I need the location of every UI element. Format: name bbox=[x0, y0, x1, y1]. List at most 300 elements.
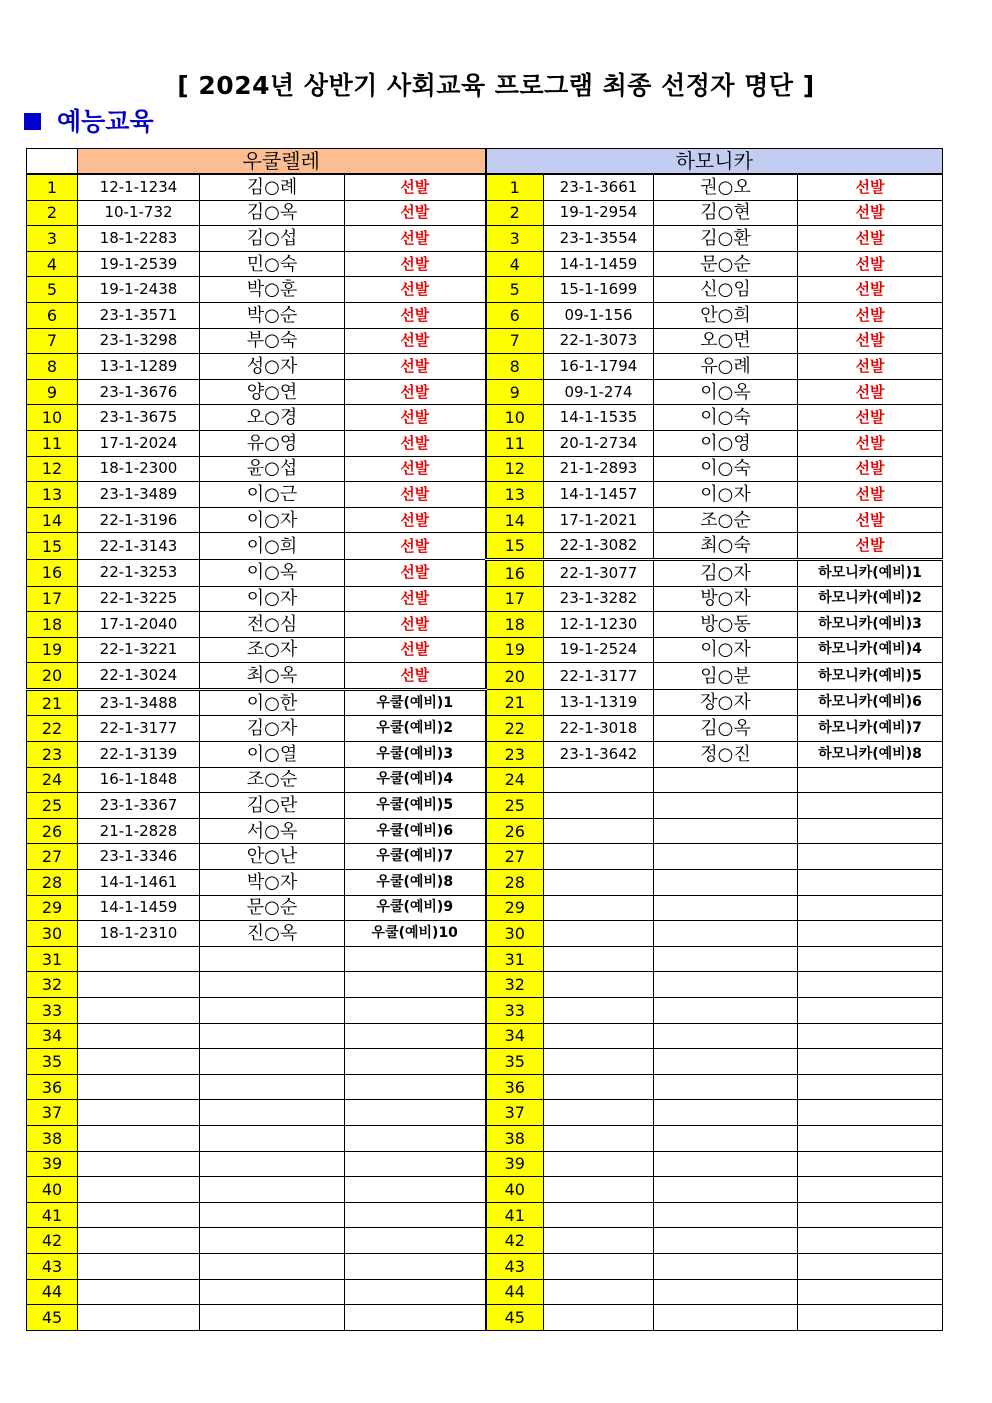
right-result bbox=[798, 921, 943, 947]
right-member-id bbox=[544, 998, 654, 1024]
left-row-number: 24 bbox=[27, 767, 78, 793]
left-row-number: 26 bbox=[27, 818, 78, 844]
right-result bbox=[798, 1228, 943, 1254]
right-result: 선발 bbox=[798, 430, 943, 456]
left-member-name: 김○례 bbox=[200, 174, 345, 200]
table-row bbox=[27, 895, 943, 921]
right-member-name: 이○숙 bbox=[654, 405, 798, 431]
left-row-number: 20 bbox=[27, 663, 78, 690]
left-result: 선발 bbox=[345, 586, 486, 612]
right-member-name bbox=[654, 1177, 798, 1203]
table-row bbox=[27, 716, 943, 742]
right-member-name bbox=[654, 844, 798, 870]
left-result: 우쿨(예비)6 bbox=[345, 818, 486, 844]
left-result: 선발 bbox=[345, 456, 486, 482]
right-result: 선발 bbox=[798, 354, 943, 380]
section-label: 예능교육 bbox=[57, 107, 154, 136]
left-member-name: 김○섭 bbox=[200, 226, 345, 252]
left-member-id: 18-1-2300 bbox=[78, 456, 200, 482]
left-row-number: 17 bbox=[27, 586, 78, 612]
left-member-name: 문○순 bbox=[200, 895, 345, 921]
right-member-name bbox=[654, 1202, 798, 1228]
right-row-number: 9 bbox=[486, 379, 544, 405]
left-result bbox=[345, 1305, 486, 1331]
left-row-number: 40 bbox=[27, 1177, 78, 1203]
right-result bbox=[798, 1279, 943, 1305]
left-result: 선발 bbox=[345, 612, 486, 638]
right-result bbox=[798, 870, 943, 896]
right-result: 선발 bbox=[798, 507, 943, 533]
right-result bbox=[798, 844, 943, 870]
table-row bbox=[27, 637, 943, 663]
table-row bbox=[27, 328, 943, 354]
left-member-id: 22-1-3024 bbox=[78, 663, 200, 690]
right-member-id bbox=[544, 1074, 654, 1100]
left-row-number: 29 bbox=[27, 895, 78, 921]
right-result: 선발 bbox=[798, 328, 943, 354]
right-member-id: 09-1-156 bbox=[544, 302, 654, 328]
right-row-number: 3 bbox=[486, 226, 544, 252]
right-member-name bbox=[654, 1100, 798, 1126]
left-member-id bbox=[78, 1023, 200, 1049]
left-member-id: 19-1-2539 bbox=[78, 251, 200, 277]
right-member-name: 이○영 bbox=[654, 430, 798, 456]
right-member-id bbox=[544, 844, 654, 870]
left-result: 선발 bbox=[345, 379, 486, 405]
table-row bbox=[27, 174, 943, 200]
right-result: 선발 bbox=[798, 200, 943, 226]
right-result: 하모니카(예비)6 bbox=[798, 689, 943, 716]
right-row-number: 37 bbox=[486, 1100, 544, 1126]
right-result bbox=[798, 818, 943, 844]
left-row-number: 12 bbox=[27, 456, 78, 482]
right-result: 선발 bbox=[798, 174, 943, 200]
left-member-id: 18-1-2310 bbox=[78, 921, 200, 947]
table-row bbox=[27, 998, 943, 1024]
right-row-number: 13 bbox=[486, 482, 544, 508]
left-member-id: 23-1-3676 bbox=[78, 379, 200, 405]
right-member-id: 19-1-2954 bbox=[544, 200, 654, 226]
right-result: 선발 bbox=[798, 379, 943, 405]
left-member-id: 16-1-1848 bbox=[78, 767, 200, 793]
left-member-name bbox=[200, 1074, 345, 1100]
left-result bbox=[345, 1151, 486, 1177]
table-row bbox=[27, 302, 943, 328]
left-member-id bbox=[78, 946, 200, 972]
left-row-number: 13 bbox=[27, 482, 78, 508]
left-result: 선발 bbox=[345, 533, 486, 560]
table-row bbox=[27, 1151, 943, 1177]
right-member-name: 이○숙 bbox=[654, 456, 798, 482]
left-member-id bbox=[78, 972, 200, 998]
right-row-number: 34 bbox=[486, 1023, 544, 1049]
right-member-name bbox=[654, 921, 798, 947]
left-row-number: 11 bbox=[27, 430, 78, 456]
left-result bbox=[345, 946, 486, 972]
left-member-id: 22-1-3225 bbox=[78, 586, 200, 612]
left-member-id: 23-1-3346 bbox=[78, 844, 200, 870]
table-row bbox=[27, 379, 943, 405]
right-member-id bbox=[544, 946, 654, 972]
table-row bbox=[27, 844, 943, 870]
left-member-id: 13-1-1289 bbox=[78, 354, 200, 380]
table-row bbox=[27, 921, 943, 947]
left-result bbox=[345, 972, 486, 998]
right-result bbox=[798, 972, 943, 998]
right-row-number: 40 bbox=[486, 1177, 544, 1203]
left-row-number: 32 bbox=[27, 972, 78, 998]
table-row bbox=[27, 1177, 943, 1203]
right-member-id bbox=[544, 1305, 654, 1331]
right-member-id bbox=[544, 1253, 654, 1279]
table-row bbox=[27, 277, 943, 303]
left-row-number: 1 bbox=[27, 174, 78, 200]
right-member-id bbox=[544, 1100, 654, 1126]
left-member-name bbox=[200, 1100, 345, 1126]
right-member-id bbox=[544, 1228, 654, 1254]
left-member-name bbox=[200, 1279, 345, 1305]
left-member-id: 14-1-1461 bbox=[78, 870, 200, 896]
right-member-id bbox=[544, 1125, 654, 1151]
left-row-number: 36 bbox=[27, 1074, 78, 1100]
left-member-name: 김○란 bbox=[200, 793, 345, 819]
left-row-number: 21 bbox=[27, 689, 78, 716]
left-member-id bbox=[78, 1228, 200, 1254]
right-member-id bbox=[544, 767, 654, 793]
right-result bbox=[798, 895, 943, 921]
left-member-name bbox=[200, 1151, 345, 1177]
right-result: 하모니카(예비)4 bbox=[798, 637, 943, 663]
left-member-name bbox=[200, 1228, 345, 1254]
right-member-id: 14-1-1535 bbox=[544, 405, 654, 431]
left-member-name: 오○경 bbox=[200, 405, 345, 431]
right-result bbox=[798, 1100, 943, 1126]
table-row bbox=[27, 559, 943, 586]
right-result: 하모니카(예비)7 bbox=[798, 716, 943, 742]
right-row-number: 16 bbox=[486, 559, 544, 586]
right-row-number: 19 bbox=[486, 637, 544, 663]
left-member-id bbox=[78, 1177, 200, 1203]
right-member-id: 22-1-3018 bbox=[544, 716, 654, 742]
right-row-number: 33 bbox=[486, 998, 544, 1024]
right-result: 선발 bbox=[798, 533, 943, 560]
right-row-number: 12 bbox=[486, 456, 544, 482]
table-row bbox=[27, 742, 943, 768]
left-result bbox=[345, 1253, 486, 1279]
right-row-number: 1 bbox=[486, 174, 544, 200]
right-member-id: 20-1-2734 bbox=[544, 430, 654, 456]
left-member-id: 23-1-3675 bbox=[78, 405, 200, 431]
left-row-number: 22 bbox=[27, 716, 78, 742]
left-row-number: 18 bbox=[27, 612, 78, 638]
left-row-number: 10 bbox=[27, 405, 78, 431]
right-result: 하모니카(예비)3 bbox=[798, 612, 943, 638]
left-result bbox=[345, 1202, 486, 1228]
left-member-id: 22-1-3221 bbox=[78, 637, 200, 663]
table-row bbox=[27, 1305, 943, 1331]
table-row bbox=[27, 663, 943, 690]
left-result bbox=[345, 1049, 486, 1075]
left-member-name: 윤○섭 bbox=[200, 456, 345, 482]
table-row bbox=[27, 586, 943, 612]
right-member-id: 22-1-3073 bbox=[544, 328, 654, 354]
left-row-number: 27 bbox=[27, 844, 78, 870]
right-row-number: 43 bbox=[486, 1253, 544, 1279]
left-result: 우쿨(예비)5 bbox=[345, 793, 486, 819]
page-title: [ 2024년 상반기 사회교육 프로그램 최종 선정자 명단 ] bbox=[177, 71, 815, 100]
left-result: 선발 bbox=[345, 507, 486, 533]
right-member-id bbox=[544, 1023, 654, 1049]
left-member-id bbox=[78, 1253, 200, 1279]
left-row-number: 38 bbox=[27, 1125, 78, 1151]
right-result bbox=[798, 767, 943, 793]
table-row bbox=[27, 1125, 943, 1151]
right-result bbox=[798, 998, 943, 1024]
right-result bbox=[798, 1177, 943, 1203]
left-result: 우쿨(예비)4 bbox=[345, 767, 486, 793]
left-row-number: 43 bbox=[27, 1253, 78, 1279]
right-member-name: 문○순 bbox=[654, 251, 798, 277]
table-row bbox=[27, 1253, 943, 1279]
left-member-id: 23-1-3488 bbox=[78, 689, 200, 716]
right-member-id: 23-1-3554 bbox=[544, 226, 654, 252]
right-row-number: 4 bbox=[486, 251, 544, 277]
right-result bbox=[798, 1253, 943, 1279]
left-row-number: 37 bbox=[27, 1100, 78, 1126]
right-member-id: 22-1-3082 bbox=[544, 533, 654, 560]
left-result: 선발 bbox=[345, 200, 486, 226]
table-row bbox=[27, 405, 943, 431]
right-member-id: 16-1-1794 bbox=[544, 354, 654, 380]
left-result: 선발 bbox=[345, 430, 486, 456]
right-member-name: 이○자 bbox=[654, 637, 798, 663]
left-member-name: 안○난 bbox=[200, 844, 345, 870]
left-row-number: 4 bbox=[27, 251, 78, 277]
left-result: 선발 bbox=[345, 226, 486, 252]
right-member-name bbox=[654, 1279, 798, 1305]
right-result bbox=[798, 793, 943, 819]
right-row-number: 41 bbox=[486, 1202, 544, 1228]
right-result: 하모니카(예비)1 bbox=[798, 559, 943, 586]
left-member-id bbox=[78, 1279, 200, 1305]
right-result bbox=[798, 1151, 943, 1177]
left-member-name: 진○옥 bbox=[200, 921, 345, 947]
section-heading bbox=[24, 104, 154, 136]
left-member-id: 10-1-732 bbox=[78, 200, 200, 226]
right-row-number: 23 bbox=[486, 742, 544, 768]
right-result: 선발 bbox=[798, 456, 943, 482]
right-member-name bbox=[654, 818, 798, 844]
right-member-name bbox=[654, 972, 798, 998]
right-row-number: 20 bbox=[486, 663, 544, 690]
right-result bbox=[798, 1125, 943, 1151]
right-result bbox=[798, 1074, 943, 1100]
left-member-name: 유○영 bbox=[200, 430, 345, 456]
right-row-number: 31 bbox=[486, 946, 544, 972]
left-result: 선발 bbox=[345, 405, 486, 431]
right-member-name: 김○자 bbox=[654, 559, 798, 586]
right-result: 선발 bbox=[798, 302, 943, 328]
left-row-number: 19 bbox=[27, 637, 78, 663]
left-member-name: 조○자 bbox=[200, 637, 345, 663]
left-result: 우쿨(예비)3 bbox=[345, 742, 486, 768]
right-member-name: 최○숙 bbox=[654, 533, 798, 560]
left-member-id: 17-1-2040 bbox=[78, 612, 200, 638]
right-member-name bbox=[654, 767, 798, 793]
left-member-id: 18-1-2283 bbox=[78, 226, 200, 252]
left-result bbox=[345, 998, 486, 1024]
right-member-name bbox=[654, 1023, 798, 1049]
left-row-number: 25 bbox=[27, 793, 78, 819]
right-member-id bbox=[544, 818, 654, 844]
right-result: 선발 bbox=[798, 482, 943, 508]
right-member-name: 장○자 bbox=[654, 689, 798, 716]
left-row-number: 42 bbox=[27, 1228, 78, 1254]
left-member-id bbox=[78, 1151, 200, 1177]
left-member-name: 이○열 bbox=[200, 742, 345, 768]
left-member-id: 22-1-3196 bbox=[78, 507, 200, 533]
right-member-name: 김○환 bbox=[654, 226, 798, 252]
right-row-number: 29 bbox=[486, 895, 544, 921]
left-member-id: 17-1-2024 bbox=[78, 430, 200, 456]
right-member-name: 안○희 bbox=[654, 302, 798, 328]
right-member-id: 14-1-1457 bbox=[544, 482, 654, 508]
table-row bbox=[27, 1074, 943, 1100]
table-row bbox=[27, 767, 943, 793]
right-member-id bbox=[544, 870, 654, 896]
left-result bbox=[345, 1279, 486, 1305]
right-row-number: 15 bbox=[486, 533, 544, 560]
right-result bbox=[798, 1202, 943, 1228]
right-member-name bbox=[654, 1151, 798, 1177]
left-member-id bbox=[78, 1305, 200, 1331]
left-row-number: 8 bbox=[27, 354, 78, 380]
left-result bbox=[345, 1177, 486, 1203]
left-member-name bbox=[200, 998, 345, 1024]
right-member-name bbox=[654, 895, 798, 921]
right-row-number: 32 bbox=[486, 972, 544, 998]
left-member-id: 22-1-3177 bbox=[78, 716, 200, 742]
right-row-number: 11 bbox=[486, 430, 544, 456]
left-member-name bbox=[200, 1253, 345, 1279]
left-result: 선발 bbox=[345, 251, 486, 277]
right-row-number: 24 bbox=[486, 767, 544, 793]
left-result: 우쿨(예비)8 bbox=[345, 870, 486, 896]
right-row-number: 14 bbox=[486, 507, 544, 533]
left-member-name: 이○자 bbox=[200, 507, 345, 533]
table-row bbox=[27, 251, 943, 277]
left-member-name: 박○순 bbox=[200, 302, 345, 328]
right-member-name bbox=[654, 1074, 798, 1100]
table-row bbox=[27, 1228, 943, 1254]
right-row-number: 7 bbox=[486, 328, 544, 354]
right-member-id: 12-1-1230 bbox=[544, 612, 654, 638]
left-row-number: 30 bbox=[27, 921, 78, 947]
left-member-name bbox=[200, 972, 345, 998]
right-row-number: 42 bbox=[486, 1228, 544, 1254]
left-row-number: 41 bbox=[27, 1202, 78, 1228]
right-row-number: 5 bbox=[486, 277, 544, 303]
right-member-id bbox=[544, 1202, 654, 1228]
left-member-id: 14-1-1459 bbox=[78, 895, 200, 921]
left-member-name: 이○희 bbox=[200, 533, 345, 560]
right-member-id bbox=[544, 895, 654, 921]
right-member-name: 이○옥 bbox=[654, 379, 798, 405]
left-result: 선발 bbox=[345, 277, 486, 303]
right-member-id: 14-1-1459 bbox=[544, 251, 654, 277]
header-corner bbox=[27, 149, 78, 175]
left-result: 선발 bbox=[345, 174, 486, 200]
right-member-id bbox=[544, 921, 654, 947]
left-result: 선발 bbox=[345, 328, 486, 354]
left-row-number: 28 bbox=[27, 870, 78, 896]
table-row bbox=[27, 354, 943, 380]
right-result: 하모니카(예비)2 bbox=[798, 586, 943, 612]
left-row-number: 45 bbox=[27, 1305, 78, 1331]
right-result bbox=[798, 1305, 943, 1331]
left-row-number: 5 bbox=[27, 277, 78, 303]
right-member-id bbox=[544, 1279, 654, 1305]
left-result: 우쿨(예비)9 bbox=[345, 895, 486, 921]
left-row-number: 3 bbox=[27, 226, 78, 252]
right-row-number: 8 bbox=[486, 354, 544, 380]
table-row bbox=[27, 1100, 943, 1126]
left-member-name: 이○한 bbox=[200, 689, 345, 716]
right-member-name: 방○자 bbox=[654, 586, 798, 612]
selection-table bbox=[26, 148, 943, 1331]
left-result bbox=[345, 1125, 486, 1151]
left-row-number: 14 bbox=[27, 507, 78, 533]
left-result: 우쿨(예비)1 bbox=[345, 689, 486, 716]
right-result bbox=[798, 1023, 943, 1049]
left-row-number: 15 bbox=[27, 533, 78, 560]
right-row-number: 39 bbox=[486, 1151, 544, 1177]
right-group-header: 하모니카 bbox=[486, 149, 943, 175]
left-member-name: 이○옥 bbox=[200, 559, 345, 586]
right-member-name: 김○현 bbox=[654, 200, 798, 226]
left-result: 우쿨(예비)2 bbox=[345, 716, 486, 742]
right-member-id bbox=[544, 972, 654, 998]
right-result: 선발 bbox=[798, 277, 943, 303]
left-result: 우쿨(예비)10 bbox=[345, 921, 486, 947]
left-member-id: 12-1-1234 bbox=[78, 174, 200, 200]
left-row-number: 23 bbox=[27, 742, 78, 768]
right-row-number: 21 bbox=[486, 689, 544, 716]
left-result: 선발 bbox=[345, 302, 486, 328]
square-bullet-icon bbox=[24, 113, 41, 130]
right-member-name: 정○진 bbox=[654, 742, 798, 768]
left-member-id: 22-1-3139 bbox=[78, 742, 200, 768]
table-row bbox=[27, 612, 943, 638]
table-row bbox=[27, 482, 943, 508]
left-member-id: 23-1-3367 bbox=[78, 793, 200, 819]
right-result: 하모니카(예비)5 bbox=[798, 663, 943, 690]
right-member-name bbox=[654, 1125, 798, 1151]
right-row-number: 45 bbox=[486, 1305, 544, 1331]
right-member-name bbox=[654, 1228, 798, 1254]
left-member-id bbox=[78, 1049, 200, 1075]
right-member-name: 유○례 bbox=[654, 354, 798, 380]
right-row-number: 27 bbox=[486, 844, 544, 870]
left-row-number: 44 bbox=[27, 1279, 78, 1305]
table-row bbox=[27, 1023, 943, 1049]
table-row bbox=[27, 818, 943, 844]
right-member-name bbox=[654, 870, 798, 896]
right-member-name: 이○자 bbox=[654, 482, 798, 508]
left-member-id bbox=[78, 1202, 200, 1228]
left-member-name: 박○훈 bbox=[200, 277, 345, 303]
right-member-id: 17-1-2021 bbox=[544, 507, 654, 533]
